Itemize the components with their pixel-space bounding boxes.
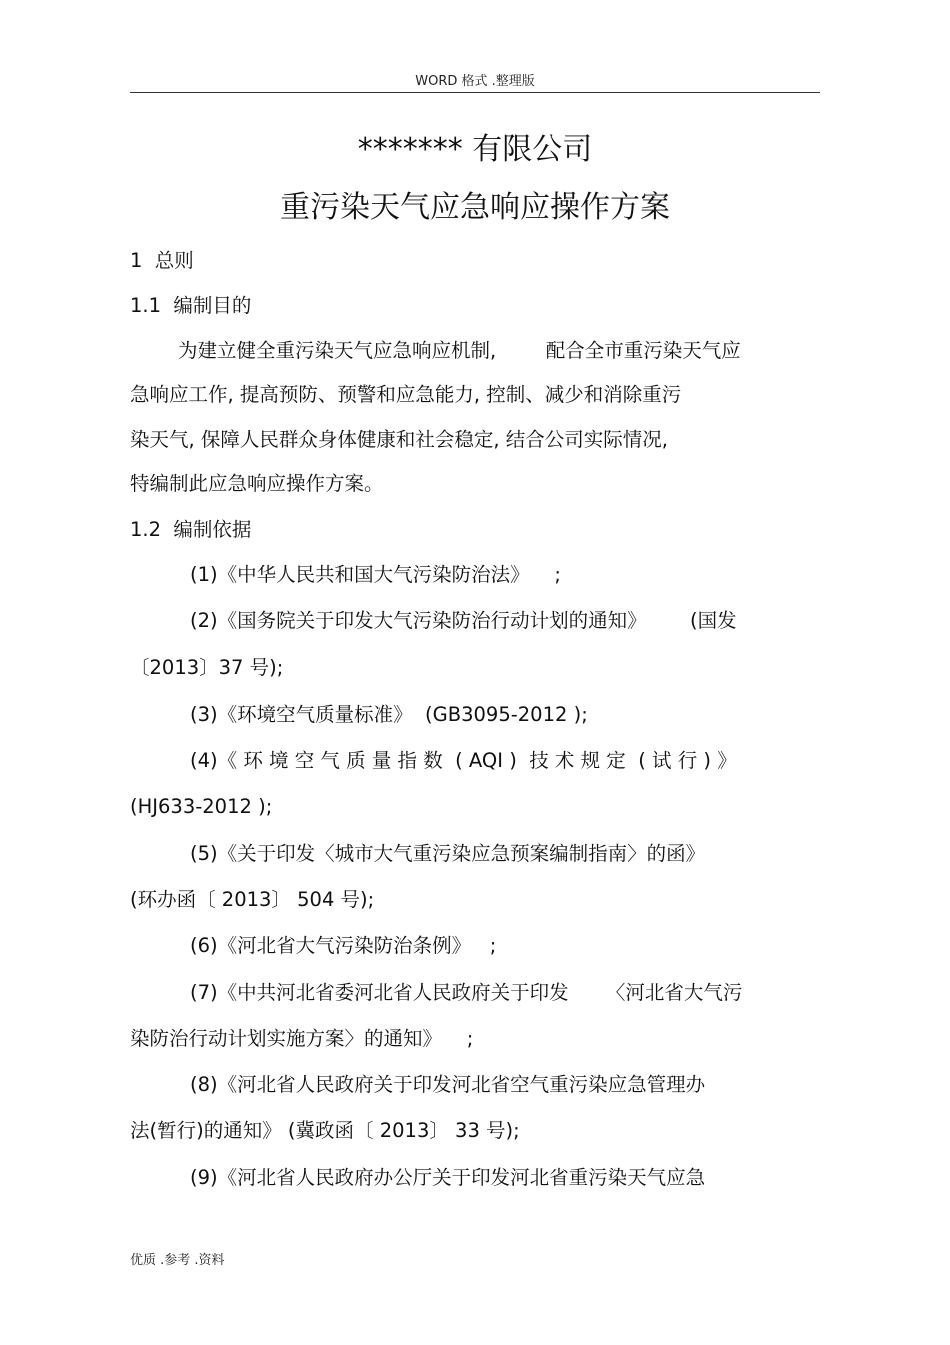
reference-item-continued: (环办函〔 2013〕 504 号); [130, 888, 375, 911]
reference-item: (2)《国务院关于印发大气污染防治行动计划的通知》 (国发 [190, 609, 737, 632]
reference-item: (1)《中华人民共和国大气污染防治法》 ; [190, 563, 561, 586]
reference-item: (4)《 环 境 空 气 质 量 指 数 ( AQI ) 技 术 规 定 ( 试 行 ) 》 [190, 749, 737, 772]
reference-item: (8)《河北省人民政府关于印发河北省空气重污染应急管理办 [190, 1073, 706, 1096]
header-divider [130, 92, 820, 93]
reference-item: (6)《河北省大气污染防治条例》 ; [190, 934, 497, 957]
reference-item: (7)《中共河北省委河北省人民政府关于印发 〈河北省大气污 [190, 981, 743, 1004]
page-header: WORD 格式 .整理版 [415, 74, 535, 89]
reference-item: (9)《河北省人民政府办公厅关于印发河北省重污染天气应急 [190, 1166, 706, 1189]
section-heading-1: 1 总则 [130, 249, 194, 272]
reference-item-continued: (HJ633-2012 ); [130, 795, 273, 818]
paragraph-line: 急响应工作, 提高预防、预警和应急能力, 控制、减少和消除重污 [130, 383, 682, 406]
page-footer: 优质 .参考 .资料 [130, 1253, 225, 1268]
reference-item: (3)《环境空气质量标准》 (GB3095-2012 ); [190, 703, 588, 726]
paragraph-line: 为建立健全重污染天气应急响应机制, 配合全市重污染天气应 [178, 339, 741, 362]
paragraph-line: 染天气, 保障人民群众身体健康和社会稳定, 结合公司实际情况, [130, 428, 668, 451]
paragraph-line: 特编制此应急响应操作方案。 [130, 472, 384, 495]
reference-item-continued: 〔2013〕37 号); [130, 656, 284, 679]
company-title: ******* 有限公司 [357, 132, 593, 167]
document-title: 重污染天气应急响应操作方案 [280, 190, 670, 225]
section-heading-1-1: 1.1 编制目的 [130, 294, 252, 317]
section-heading-1-2: 1.2 编制依据 [130, 518, 252, 541]
reference-item-continued: 染防治行动计划实施方案〉的通知》 ; [130, 1027, 474, 1050]
reference-item-continued: 法(暂行)的通知》 (冀政函〔 2013〕 33 号); [130, 1119, 520, 1142]
reference-item: (5)《关于印发〈城市大气重污染应急预案编制指南〉的函》 [190, 842, 706, 865]
